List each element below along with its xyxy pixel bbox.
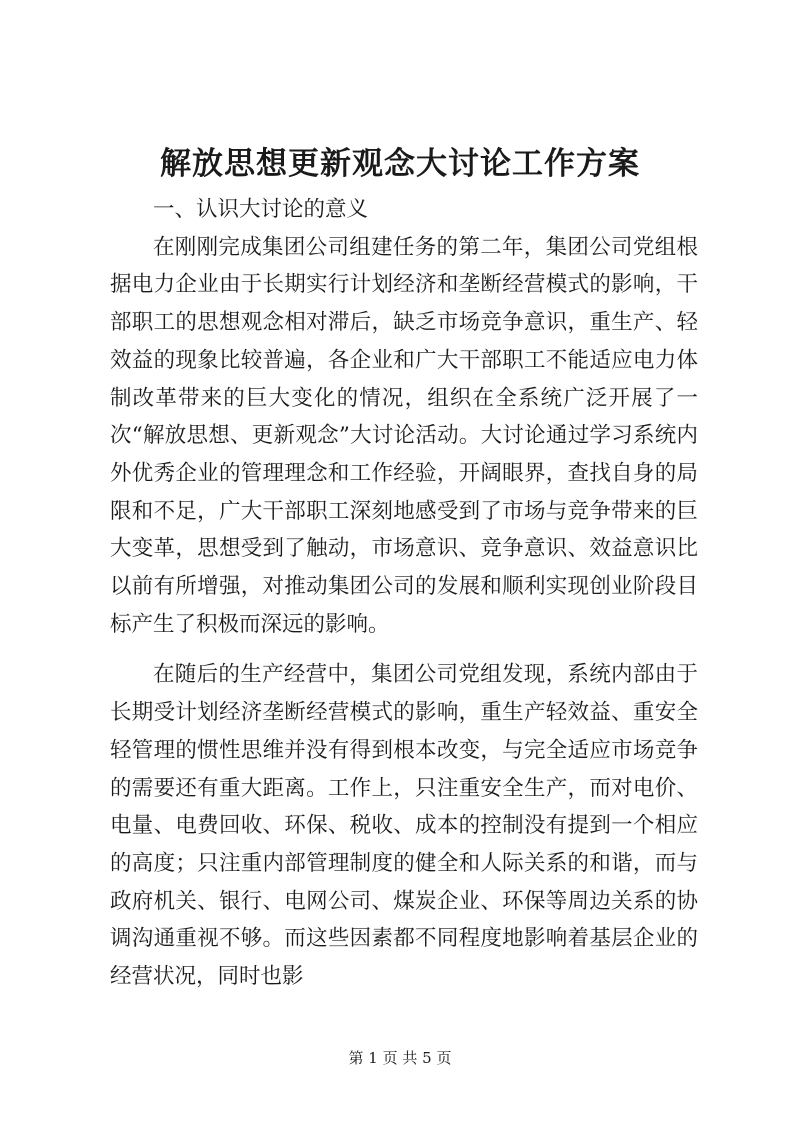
document-body xyxy=(110,191,698,996)
section-heading: 一、认识大讨论的意义 xyxy=(153,197,369,222)
paragraph: 在刚刚完成集团公司组建任务的第二年，集团公司党组根据电力企业由于长期实行计划经济和垄断经营模式的影响，干部职工的思想观念相对滞后，缺乏市场竞争意识，重生产、轻效益的现象比较普遍，各企业和广大干部职工不能适应电力体制改革带来的巨大变化的情况，组织在全系统广泛开展了一次“解放思想、更新观念”大讨论活动。大讨论通过学习系统内外优秀企业的管理理念和工作经验，开阔眼界，查找自身的局限和不足，广大干部职工深刻地感受到了市场与竞争带来的巨大变革，思想受到了触动，市场意识、竞争意识、效益意识比以前有所增强，对推动集团公司的发展和顺利实现创业阶段目标产生了积极而深远的影响。 xyxy=(110,234,698,637)
document-title: 解放思想更新观念大讨论工作方案 xyxy=(160,146,640,182)
page-footer: 第 1 页 共 5 页 xyxy=(348,1049,452,1067)
paragraph: 在随后的生产经营中，集团公司党组发现，系统内部由于长期受计划经济垄断经营模式的影响，重生产轻效益、重安全轻管理的惯性思维并没有得到根本改变，与完全适应市场竞争的需要还有重大距离。工作上，只注重安全生产，而对电价、电量、电费回收、环保、税收、成本的控制没有提到一个相应的高度；只注重内部管理制度的健全和人际关系的和谐，而与政府机关、银行、电网公司、煤炭企业、环保等周边关系的协调沟通重视不够。而这些因素都不同程度地影响着基层企业的经营状况，同时也影 xyxy=(110,662,698,990)
